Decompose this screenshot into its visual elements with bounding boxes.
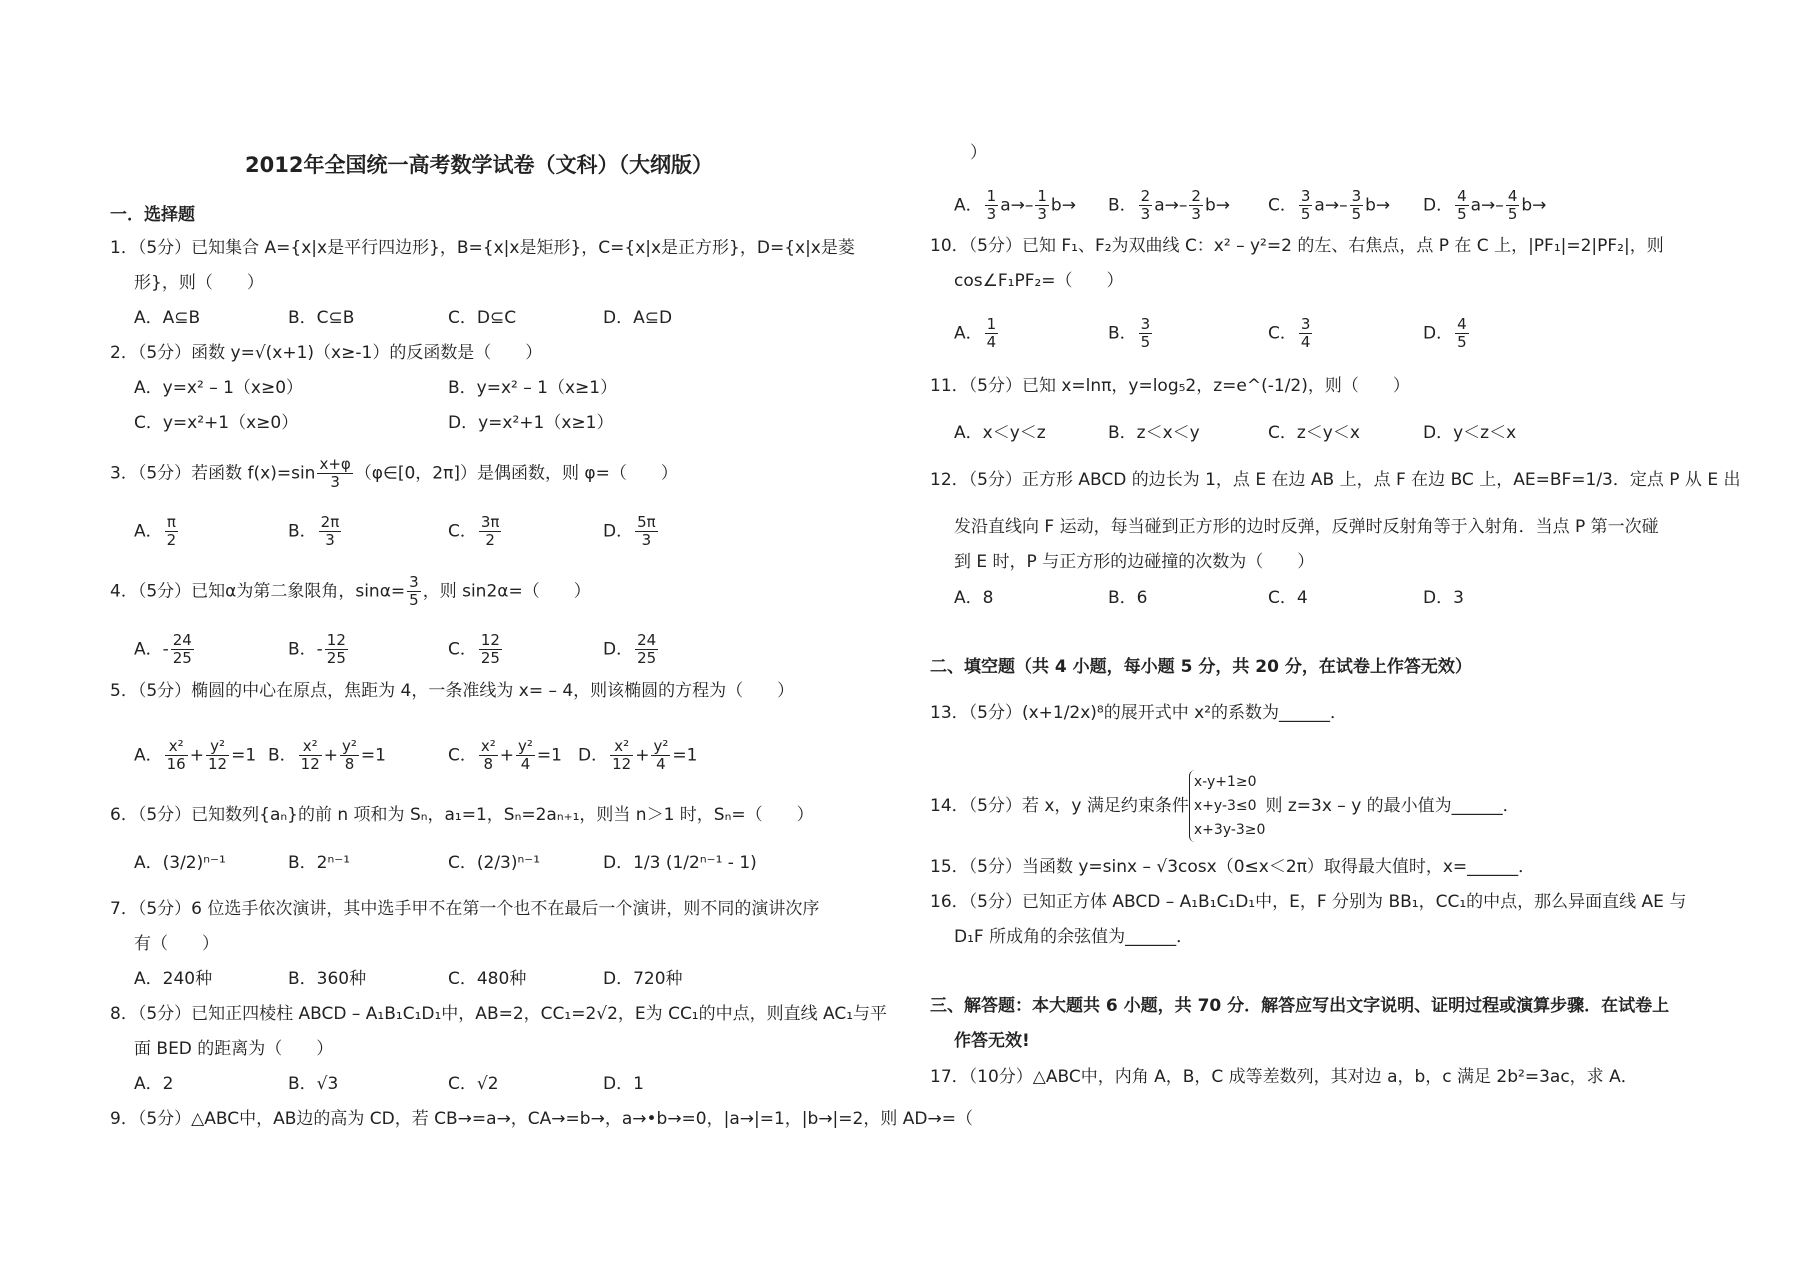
- den: 5: [1507, 205, 1518, 223]
- section-answer: 三、解答题：本大题共 6 小题，共 70 分．解答应写出文字说明、证明过程或演算步骤．在试卷上: [930, 996, 1670, 1016]
- q14-pre: 14．（5分）若 x，y 满足约束条件: [930, 796, 1189, 816]
- num: y²: [653, 737, 669, 755]
- num: y²: [518, 737, 533, 755]
- y-fraction: [340, 738, 359, 773]
- fraction: [1455, 316, 1469, 351]
- den: 8: [483, 755, 494, 773]
- q9-option-c: [1268, 188, 1390, 223]
- label: B．: [1108, 195, 1137, 216]
- q9-line2: ）: [970, 143, 987, 163]
- q9-option-a: [954, 188, 1076, 223]
- q12-option-a: A．8: [954, 588, 994, 608]
- fraction-a: [1139, 188, 1153, 223]
- vec: a→–: [1314, 195, 1348, 216]
- q3-pre: 3．（5分）若函数 f(x)=sin: [110, 463, 316, 484]
- den: 5: [1140, 333, 1151, 351]
- q3-option-b-label: B．: [288, 521, 317, 542]
- vec: a→–: [1000, 195, 1034, 216]
- constraint: x-y+1≥0: [1193, 774, 1257, 790]
- q4-option-b: [288, 632, 350, 667]
- num: 3: [1140, 315, 1151, 333]
- label: A．: [954, 323, 983, 344]
- q4-stem: [110, 574, 591, 609]
- q1-line2: 形}，则（ ）: [134, 273, 264, 293]
- fraction-b: [1035, 188, 1049, 223]
- q3-option-d-fraction: [635, 514, 658, 549]
- q4-option-a: [134, 632, 196, 667]
- vec: b→: [1204, 195, 1230, 216]
- label: D．: [1423, 195, 1454, 216]
- den: 4: [656, 755, 666, 773]
- q8-option-c: C．√2: [448, 1074, 499, 1094]
- fraction-a: [985, 188, 999, 223]
- q9-option-b: [1108, 188, 1230, 223]
- q3-option-d-label: D．: [603, 521, 634, 542]
- den: 25: [172, 649, 192, 667]
- q1-option-a: A．A⊆B: [134, 308, 201, 328]
- q3-option-c-fraction: [479, 514, 502, 549]
- q3-post: （φ∈[0，2π]）是偶函数，则 φ=（ ）: [354, 463, 678, 484]
- q7-option-b: B．360种: [288, 969, 367, 989]
- fraction: [479, 632, 502, 667]
- label: D．: [603, 639, 634, 660]
- num: 3: [1300, 315, 1311, 333]
- q12-option-b: B．6: [1108, 588, 1148, 608]
- den: 3: [325, 531, 335, 549]
- q4-option-d: [603, 632, 660, 667]
- q5-option-a: A． $\frac{\text{x²}}{16}$ + $\frac{\text{y²}}{12}$ =1: [134, 737, 257, 773]
- q6-option-b: B．2ⁿ⁻¹: [288, 853, 351, 873]
- label: A．: [134, 745, 163, 766]
- q3-den: 3: [330, 473, 340, 491]
- num: 4: [1457, 315, 1467, 333]
- num: y²: [342, 737, 357, 755]
- label: B．: [1108, 323, 1137, 344]
- q5-option-d: D． $\frac{\text{x²}}{12}$ + $\frac{\text{y²}}{4}$ =1: [578, 737, 698, 773]
- q16-line2: D₁F 所成角的余弦值为______．: [954, 927, 1194, 947]
- q5-stem: 5．（5分）椭圆的中心在原点，焦距为 4，一条准线为 x= – 4，则该椭圆的方程为（ ）: [110, 681, 795, 701]
- den: 2: [166, 531, 177, 549]
- q10-option-d: [1423, 316, 1471, 351]
- q8-option-a: A．2: [134, 1074, 174, 1094]
- fraction: [1299, 316, 1313, 351]
- q1-option-b: B．C⊆B: [288, 308, 355, 328]
- y-fraction: [516, 738, 535, 773]
- q1-line1: 1．（5分）已知集合 A={x|x是平行四边形}，B={x|x是矩形}，C={x|x是正方形}，D={x|x是菱: [110, 238, 855, 258]
- num: 3π: [480, 513, 500, 531]
- num: 5π: [637, 513, 656, 531]
- vec: b→: [1521, 195, 1547, 216]
- fraction: [325, 632, 348, 667]
- q11-stem: 11．（5分）已知 x=lnπ，y=log₅2，z=e^(-1/2)，则（ ）: [930, 376, 1410, 396]
- q7-option-d: D．720种: [603, 969, 683, 989]
- num: 2π: [320, 513, 340, 531]
- den: 3: [1191, 205, 1201, 223]
- q3-stem: [110, 456, 678, 491]
- q13-stem: 13．（5分）(x+1/2x)⁸的展开式中 x²的系数为______．: [930, 703, 1348, 723]
- den: 4: [986, 333, 997, 351]
- q7-option-a: A．240种: [134, 969, 213, 989]
- q5-option-c: C． $\frac{\text{x²}}{8}$ + $\frac{\text{y²}}{4}$ =1: [448, 737, 562, 773]
- constraint: x+3y-3≥0: [1193, 822, 1266, 838]
- den: 5: [1457, 333, 1467, 351]
- den: 8: [344, 755, 355, 773]
- q2-option-b: B．y=x² – 1（x≥1）: [448, 378, 618, 398]
- y-fraction: [651, 738, 670, 773]
- num: 12: [480, 631, 500, 649]
- q7-line1: 7．（5分）6 位选手依次演讲，其中选手甲不在第一个也不在最后一个演讲，则不同的演讲次序: [110, 899, 820, 919]
- den: 12: [612, 755, 632, 773]
- y-fraction: [206, 738, 229, 773]
- q8-option-b: B．√3: [288, 1074, 339, 1094]
- den: 12: [207, 755, 228, 773]
- label: A．: [954, 195, 983, 216]
- fraction-a: [1299, 188, 1313, 223]
- q3-option-c: [448, 514, 503, 549]
- den: 5: [1300, 205, 1311, 223]
- q8-option-d: D．1: [603, 1074, 644, 1094]
- q16-line1: 16．（5分）已知正方体 ABCD – A₁B₁C₁D₁中，E，F 分别为 BB₁，CC₁的中点，那么异面直线 AE 与: [930, 892, 1687, 912]
- num: 2: [1191, 187, 1201, 205]
- q2-option-d: D．y=x²+1（x≥1）: [448, 413, 614, 433]
- q3-option-c-label: C．: [448, 521, 477, 542]
- num: x²: [610, 738, 633, 756]
- den: 4: [520, 755, 531, 773]
- num: 24: [637, 631, 657, 649]
- q11-option-c: C．z＜y＜x: [1268, 423, 1360, 443]
- q3-fraction: [317, 456, 352, 491]
- label: C．: [448, 639, 477, 660]
- q6-option-a: A．(3/2)ⁿ⁻¹: [134, 853, 226, 873]
- q2-option-c: C．y=x²+1（x≥0）: [134, 413, 299, 433]
- den: 5: [409, 591, 419, 609]
- den: 25: [326, 649, 346, 667]
- q3-num: x+φ: [319, 455, 351, 473]
- q12-line2: 发沿直线向 F 运动，每当碰到正方形的边时反弹，反弹时反射角等于入射角．当点 P 第一次碰: [954, 517, 1659, 537]
- den: 25: [480, 649, 500, 667]
- q4-post: ，则 sin2α=（ ）: [422, 581, 591, 602]
- q2-stem: 2．（5分）函数 y=√(x+1)（x≥-1）的反函数是（ ）: [110, 343, 543, 363]
- num: 3: [409, 573, 419, 591]
- constraint: x+y-3≤0: [1193, 798, 1257, 814]
- num: x²: [480, 737, 496, 755]
- q12-line1: 12．（5分）正方形 ABCD 的边长为 1，点 E 在边 AB 上，点 F 在边 BC 上，AE=BF=1/3．定点 P 从 E 出: [930, 470, 1741, 490]
- q5-option-b: B． $\frac{\text{x²}}{12}$ + $\frac{\text{y²}}{8}$ =1: [268, 737, 386, 773]
- label: D．: [1423, 323, 1454, 344]
- x-fraction: [165, 738, 188, 773]
- x-fraction: [610, 738, 633, 773]
- q3-option-b: [288, 514, 343, 549]
- q10-option-b: [1108, 316, 1154, 351]
- q10-line2: cos∠F₁PF₂=（ ）: [954, 271, 1124, 291]
- q14-constraints: [1189, 770, 1266, 842]
- num: π: [165, 514, 179, 532]
- num: 1: [1037, 187, 1047, 205]
- section-answer-line2: 作答无效!: [954, 1031, 1030, 1051]
- num: 3: [1351, 187, 1362, 205]
- fraction-b: [1506, 188, 1520, 223]
- q1-option-d: D．A⊆D: [603, 308, 673, 328]
- vec: b→: [1365, 195, 1391, 216]
- q4-fraction: [407, 574, 421, 609]
- q11-option-a: A．x＜y＜z: [954, 423, 1046, 443]
- q9-option-d: [1423, 188, 1546, 223]
- fraction-b: [1189, 188, 1203, 223]
- q11-option-b: B．z＜x＜y: [1108, 423, 1200, 443]
- q10-option-c: [1268, 316, 1314, 351]
- q14-post: 则 z=3x – y 的最小值为______．: [1265, 796, 1520, 816]
- label: A．-: [134, 639, 169, 660]
- q6-option-d: D．1/3 (1/2ⁿ⁻¹ - 1): [603, 853, 757, 873]
- q3-option-d: [603, 514, 660, 549]
- num: 1: [986, 187, 997, 205]
- q4-option-c: [448, 632, 504, 667]
- num: 12: [326, 631, 346, 649]
- label: C．: [448, 745, 477, 766]
- num: 4: [1457, 187, 1467, 205]
- q9-line1: 9．（5分）△ABC中，AB边的高为 CD，若 CB→=a→，CA→=b→，a→•b→=0，|a→|=1，|b→|=2，则 AD→=（: [110, 1109, 973, 1129]
- q2-option-a: A．y=x² – 1（x≥0）: [134, 378, 304, 398]
- den: 2: [485, 531, 495, 549]
- fraction-a: [1455, 188, 1469, 223]
- q3-option-a-fraction: [165, 514, 179, 549]
- num: x²: [299, 738, 322, 756]
- q12-option-c: C．4: [1268, 588, 1308, 608]
- q1-option-c: C．D⊆C: [448, 308, 517, 328]
- section-choice: 一．选择题: [110, 205, 195, 225]
- den: 3: [986, 205, 997, 223]
- section-fill-in: 二、填空题（共 4 小题，每小题 5 分，共 20 分，在试卷上作答无效）: [930, 657, 1472, 677]
- label: B．-: [288, 639, 323, 660]
- label: C．: [1268, 195, 1297, 216]
- num: y²: [206, 738, 229, 756]
- fraction: [1139, 316, 1153, 351]
- q3-option-a-label: A．: [134, 521, 163, 542]
- q15-stem: 15．（5分）当函数 y=sinx – √3cosx（0≤x＜2π）取得最大值时，x=______．: [930, 857, 1536, 877]
- den: 3: [641, 531, 652, 549]
- q6-stem: 6．（5分）已知数列{aₙ}的前 n 项和为 Sₙ，a₁=1，Sₙ=2aₙ₊₁，则当 n＞1 时，Sₙ=（ ）: [110, 805, 814, 825]
- q4-pre: 4．（5分）已知α为第二象限角，sinα=: [110, 581, 406, 602]
- x-fraction: [479, 738, 498, 773]
- num: 24: [172, 631, 192, 649]
- q10-line1: 10．（5分）已知 F₁、F₂为双曲线 C：x² – y²=2 的左、右焦点，点 P 在 C 上，|PF₁|=2|PF₂|，则: [930, 236, 1664, 256]
- num: 3: [1300, 187, 1311, 205]
- q17-stem: 17．（10分）△ABC中，内角 A，B，C 成等差数列，其对边 a，b，c 满足 2b²=3ac，求 A．: [930, 1067, 1638, 1087]
- den: 5: [1351, 205, 1362, 223]
- q10-option-a: [954, 316, 1000, 351]
- fraction-b: [1350, 188, 1364, 223]
- q14-stem: [930, 770, 1520, 838]
- q3-option-b-fraction: [319, 514, 342, 549]
- den: 3: [1037, 205, 1047, 223]
- den: 12: [300, 755, 320, 773]
- vec: b→: [1050, 195, 1076, 216]
- den: 5: [1457, 205, 1467, 223]
- q12-option-d: D．3: [1423, 588, 1464, 608]
- page-title: 2012年全国统一高考数学试卷（文科）（大纲版）: [245, 153, 713, 177]
- num: x²: [165, 738, 188, 756]
- label: B．: [268, 745, 297, 766]
- num: 4: [1507, 187, 1518, 205]
- x-fraction: [299, 738, 322, 773]
- q6-option-c: C．(2/3)ⁿ⁻¹: [448, 853, 541, 873]
- den: 4: [1300, 333, 1311, 351]
- q8-line1: 8．（5分）已知正四棱柱 ABCD – A₁B₁C₁D₁中，AB=2，CC₁=2√2，E为 CC₁的中点，则直线 AC₁与平: [110, 1004, 888, 1024]
- label: D．: [578, 745, 609, 766]
- q12-line3: 到 E 时，P 与正方形的边碰撞的次数为（ ）: [954, 552, 1315, 572]
- q8-line2: 面 BED 的距离为（ ）: [134, 1039, 334, 1059]
- num: 1: [986, 315, 997, 333]
- q3-option-a: [134, 514, 180, 549]
- den: 3: [1140, 205, 1151, 223]
- num: 2: [1140, 187, 1151, 205]
- q7-line2: 有（ ）: [134, 934, 219, 954]
- q11-option-d: D．y＜z＜x: [1423, 423, 1517, 443]
- den: 16: [166, 755, 186, 773]
- vec: a→–: [1154, 195, 1188, 216]
- vec: a→–: [1470, 195, 1504, 216]
- q7-option-c: C．480种: [448, 969, 527, 989]
- fraction: [635, 632, 658, 667]
- fraction: [985, 316, 999, 351]
- fraction: [171, 632, 194, 667]
- label: C．: [1268, 323, 1297, 344]
- den: 25: [637, 649, 657, 667]
